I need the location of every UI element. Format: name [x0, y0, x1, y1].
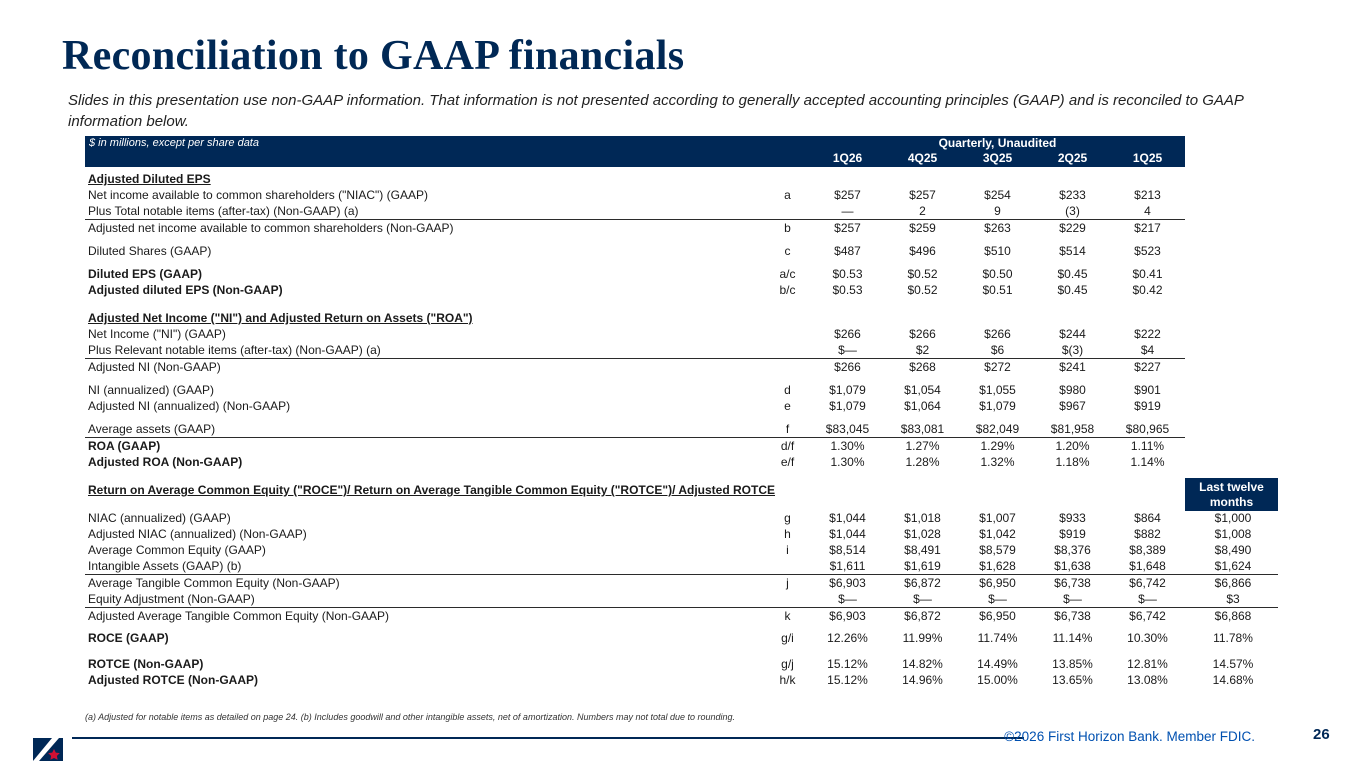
cell-ltm-value: 14.57%: [1212, 657, 1254, 671]
row-ref: d/f: [780, 439, 795, 453]
cell-value: 1.11%: [1130, 439, 1165, 453]
cell-value: 14.82%: [902, 657, 943, 671]
cell-value: $257: [909, 188, 936, 202]
cell-value: 11.74%: [977, 631, 1018, 645]
header-label-spacer: [85, 151, 765, 167]
row-ref: [765, 342, 810, 358]
cell-value: $266: [834, 360, 861, 374]
cell-value: $980: [1059, 383, 1086, 397]
cell-ltm-value: $8,490: [1214, 543, 1252, 557]
header-ref-spacer: [765, 151, 810, 167]
table-row: [85, 220, 1281, 236]
cell-value: $1,044: [829, 511, 866, 525]
cell-ltm-value: [1185, 438, 1281, 454]
cell-value: $919: [1059, 527, 1086, 541]
row-label: Net income available to common shareholders ("NIAC") (GAAP): [88, 188, 428, 202]
quarterly-unaudited-label: Quarterly, Unaudited: [938, 136, 1057, 150]
row-gap: [85, 414, 1281, 421]
cell-value: $1,018: [904, 511, 941, 525]
cell-value: $—: [913, 592, 932, 606]
row-ref: g/j: [781, 657, 794, 671]
cell-value: $901: [1134, 383, 1161, 397]
cell-value: $241: [1059, 360, 1086, 374]
cell-value: $222: [1134, 327, 1161, 341]
row-label: Average Tangible Common Equity (Non-GAAP): [88, 576, 340, 590]
cell-value: $1,054: [904, 383, 941, 397]
cell-value: $—: [1138, 592, 1157, 606]
table-row: [85, 398, 1281, 414]
cell-value: $(3): [1061, 343, 1084, 357]
cell-value: $2: [915, 343, 930, 357]
cell-value: $882: [1134, 527, 1161, 541]
row-ref: c: [784, 244, 791, 258]
cell-value: $254: [984, 188, 1011, 202]
cell-value: $6,742: [1129, 609, 1166, 623]
cell-value: $0.53: [832, 267, 863, 281]
cell-value: $213: [1134, 188, 1161, 202]
cell-value: $1,044: [829, 527, 866, 541]
cell-value: 1.28%: [905, 455, 940, 469]
cell-value: $217: [1134, 221, 1161, 235]
page-title: Reconciliation to GAAP financials: [62, 33, 685, 79]
cell-ltm-value: [1185, 326, 1281, 342]
cell-value: —: [841, 204, 854, 218]
table-row: [85, 510, 1281, 526]
row-gap: [85, 646, 1281, 656]
row-label: ROCE (GAAP): [88, 631, 169, 645]
cell-ltm-value: $3: [1226, 592, 1240, 606]
cell-value: 1.18%: [1055, 455, 1090, 469]
row-ref: g/i: [781, 631, 794, 645]
cell-value: 1.27%: [905, 439, 940, 453]
cell-ltm-value: $1,000: [1214, 511, 1252, 525]
cell-value: $1,611: [829, 559, 866, 573]
cell-value: $—: [838, 343, 857, 357]
cell-value: $6,950: [979, 609, 1016, 623]
table-row: [85, 421, 1281, 437]
cell-ltm-value: [1185, 421, 1281, 437]
table-row: [85, 243, 1281, 259]
cell-value: $6,738: [1054, 576, 1091, 590]
column-header: 2Q25: [1057, 151, 1088, 165]
row-ref: [765, 203, 810, 219]
cell-value: 11.99%: [902, 631, 943, 645]
cell-value: $266: [984, 327, 1011, 341]
row-label: Diluted Shares (GAAP): [88, 244, 212, 258]
cell-value: $8,376: [1054, 543, 1091, 557]
units-label: $ in millions, except per share data: [89, 137, 259, 149]
cell-ltm-value: $1,624: [1214, 559, 1252, 573]
cell-value: $—: [988, 592, 1007, 606]
row-label: Adjusted ROA (Non-GAAP): [88, 455, 243, 469]
row-ref: k: [784, 609, 791, 623]
table-row: [85, 575, 1281, 591]
row-ref: b/c: [779, 283, 796, 297]
page-number: 26: [1313, 726, 1330, 743]
first-horizon-logo: [33, 738, 63, 761]
cell-value: 13.85%: [1052, 657, 1093, 671]
cell-value: 11.14%: [1052, 631, 1093, 645]
cell-value: $268: [909, 360, 936, 374]
table-row: [85, 326, 1281, 342]
cell-value: $266: [834, 327, 861, 341]
table-row: [85, 608, 1281, 624]
ltm-label: Last twelve months: [1185, 478, 1278, 511]
column-header: 3Q25: [982, 151, 1013, 165]
cell-value: $0.45: [1057, 267, 1088, 281]
row-label: Intangible Assets (GAAP) (b): [88, 559, 242, 573]
cell-value: $8,514: [829, 543, 866, 557]
row-ref: [765, 558, 810, 574]
footnote: (a) Adjusted for notable items as detailed on page 24. (b) Includes goodwill and other intangible assets, net of amortization. Numbers may not total due to rounding.: [85, 712, 736, 722]
cell-value: 15.12%: [827, 657, 868, 671]
cell-value: $0.53: [832, 283, 863, 297]
row-ref: d: [784, 383, 791, 397]
cell-value: $272: [984, 360, 1011, 374]
cell-value: $0.52: [907, 267, 938, 281]
cell-value: 4: [1144, 204, 1151, 218]
cell-value: $496: [909, 244, 936, 258]
cell-value: $1,079: [829, 399, 866, 413]
row-label: Plus Total notable items (after-tax) (Non-GAAP) (a): [88, 204, 359, 218]
cell-value: $6,903: [829, 609, 866, 623]
cell-value: $514: [1059, 244, 1086, 258]
cell-value: $1,648: [1129, 559, 1166, 573]
table-row: [85, 542, 1281, 558]
row-label: Adjusted net income available to common shareholders (Non-GAAP): [88, 221, 454, 235]
cell-value: 15.00%: [977, 673, 1018, 687]
row-ref: e: [784, 399, 791, 413]
cell-value: $487: [834, 244, 861, 258]
cell-value: 1.14%: [1130, 455, 1165, 469]
table-row: [85, 454, 1281, 470]
cell-value: $—: [838, 592, 857, 606]
cell-value: $1,042: [979, 527, 1016, 541]
row-label: Adjusted ROTCE (Non-GAAP): [88, 673, 258, 687]
section-heading: Adjusted Diluted EPS: [88, 172, 211, 186]
row-label: NI (annualized) (GAAP): [88, 383, 215, 397]
cell-value: 2: [919, 204, 926, 218]
cell-ltm-value: [1185, 187, 1281, 203]
column-header: 1Q25: [1132, 151, 1163, 165]
cell-value: 1.29%: [980, 439, 1015, 453]
table-body: [85, 167, 1281, 688]
cell-value: $6,738: [1054, 609, 1091, 623]
cell-value: $510: [984, 244, 1011, 258]
table-row: [85, 187, 1281, 203]
cell-value: $81,958: [1050, 422, 1095, 436]
cell-value: $6,872: [904, 609, 941, 623]
table-row: [85, 359, 1281, 375]
cell-value: 1.30%: [830, 455, 865, 469]
table-row: [85, 203, 1281, 219]
table-row: [85, 342, 1281, 358]
cell-value: $8,579: [979, 543, 1016, 557]
table-row: [85, 526, 1281, 542]
table-row: [85, 558, 1281, 574]
table-row: [85, 266, 1281, 282]
subtitle: Slides in this presentation use non-GAAP information. That information is not presented according to generally accepted accounting principles (GAAP) and is reconciled to GAAP information below.: [68, 92, 1244, 130]
row-ref: f: [785, 422, 790, 436]
row-label: ROA (GAAP): [88, 439, 161, 453]
cell-ltm-value: [1185, 359, 1281, 375]
column-header: 4Q25: [907, 151, 938, 165]
cell-ltm-value: $6,868: [1214, 609, 1252, 623]
cell-value: $1,079: [979, 399, 1016, 413]
row-ref: h: [784, 527, 791, 541]
row-label: Adjusted Average Tangible Common Equity (Non-GAAP): [88, 609, 390, 623]
row-ref: [765, 591, 810, 607]
cell-ltm-value: [1185, 398, 1281, 414]
cell-value: $82,049: [975, 422, 1020, 436]
cell-value: $227: [1134, 360, 1161, 374]
cell-value: 12.81%: [1127, 657, 1168, 671]
cell-ltm-value: [1185, 243, 1281, 259]
table-row: [85, 630, 1281, 646]
cell-ltm-value: [1185, 342, 1281, 358]
cell-value: $83,045: [825, 422, 870, 436]
cell-value: $6,903: [829, 576, 866, 590]
cell-value: $1,079: [829, 383, 866, 397]
cell-value: 13.65%: [1052, 673, 1093, 687]
cell-value: $919: [1134, 399, 1161, 413]
cell-value: $6: [990, 343, 1005, 357]
cell-value: $83,081: [900, 422, 945, 436]
cell-value: 12.26%: [827, 631, 868, 645]
cell-value: 15.12%: [827, 673, 868, 687]
row-ref: b: [784, 221, 791, 235]
row-label: Adjusted diluted EPS (Non-GAAP): [88, 283, 283, 297]
cell-value: $6,742: [1129, 576, 1166, 590]
cell-value: $1,619: [904, 559, 941, 573]
table-row: [85, 672, 1281, 688]
cell-ltm-value: [1185, 382, 1281, 398]
row-gap: [85, 375, 1281, 382]
cell-ltm-value: 14.68%: [1212, 673, 1254, 687]
cell-ltm-value: [1185, 266, 1281, 282]
row-ref: h/k: [779, 673, 796, 687]
row-gap: [85, 259, 1281, 266]
cell-value: $523: [1134, 244, 1161, 258]
row-label: Plus Relevant notable items (after-tax) (Non-GAAP) (a): [88, 343, 381, 357]
section-heading-row: [85, 171, 1281, 187]
cell-value: $0.50: [982, 267, 1013, 281]
row-ref: g: [784, 511, 791, 525]
row-label: Net Income ("NI") (GAAP): [88, 327, 226, 341]
cell-value: $1,007: [979, 511, 1016, 525]
cell-ltm-value: [1185, 282, 1281, 298]
cell-ltm-value: 11.78%: [1213, 631, 1253, 645]
row-label: Adjusted NIAC (annualized) (Non-GAAP): [88, 527, 307, 541]
row-ref: e/f: [780, 455, 795, 469]
cell-value: 1.32%: [980, 455, 1015, 469]
cell-value: $864: [1134, 511, 1161, 525]
cell-value: $229: [1059, 221, 1086, 235]
table-header-row-2: [85, 151, 1185, 167]
section-heading: Adjusted Net Income ("NI") and Adjusted Return on Assets ("ROA"): [88, 311, 473, 325]
cell-value: $1,638: [1054, 559, 1091, 573]
row-label: NIAC (annualized) (GAAP): [88, 511, 231, 525]
row-label: Average Common Equity (GAAP): [88, 543, 266, 557]
cell-value: 14.96%: [902, 673, 943, 687]
table-header: [85, 136, 1185, 167]
table-header-row-1: [85, 136, 1185, 151]
cell-value: $233: [1059, 188, 1086, 202]
section-heading-row: [85, 480, 1281, 509]
cell-ltm-value: $6,866: [1214, 576, 1252, 590]
cell-value: $80,965: [1125, 422, 1170, 436]
cell-value: $1,064: [904, 399, 941, 413]
heading-gap: [85, 498, 1281, 510]
cell-value: $0.41: [1132, 267, 1163, 281]
row-ref: a: [784, 188, 791, 202]
row-label: ROTCE (Non-GAAP): [88, 657, 204, 671]
cell-value: $6,950: [979, 576, 1016, 590]
cell-value: $967: [1059, 399, 1086, 413]
row-gap: [85, 236, 1281, 243]
row-ref: a/c: [779, 267, 796, 281]
cell-ltm-value: $1,008: [1214, 527, 1252, 541]
cell-value: $1,628: [979, 559, 1016, 573]
row-label: Adjusted NI (Non-GAAP): [88, 360, 221, 374]
cell-value: 10.30%: [1127, 631, 1168, 645]
cell-value: 1.30%: [830, 439, 865, 453]
section-gap: [85, 298, 1281, 310]
cell-value: 1.20%: [1055, 439, 1090, 453]
copyright-text: ©2026 First Horizon Bank. Member FDIC.: [1004, 729, 1255, 744]
row-label: Adjusted NI (annualized) (Non-GAAP): [88, 399, 291, 413]
row-ref: i: [786, 543, 789, 557]
cell-value: $257: [834, 221, 861, 235]
cell-value: 14.49%: [977, 657, 1018, 671]
cell-value: $259: [909, 221, 936, 235]
cell-value: $244: [1059, 327, 1086, 341]
cell-ltm-value: [1185, 454, 1281, 470]
cell-value: $0.52: [907, 283, 938, 297]
column-header: 1Q26: [832, 151, 863, 165]
cell-value: 9: [994, 204, 1001, 218]
reconciliation-table: [85, 136, 1281, 688]
cell-value: $933: [1059, 511, 1086, 525]
cell-value: $0.42: [1132, 283, 1163, 297]
section-heading-row: [85, 310, 1281, 326]
cell-value: $1,028: [904, 527, 941, 541]
cell-value: $8,491: [904, 543, 941, 557]
cell-value: $6,872: [904, 576, 941, 590]
table-row: [85, 382, 1281, 398]
footer-divider: [72, 737, 1024, 739]
cell-value: $257: [834, 188, 861, 202]
cell-value: $8,389: [1129, 543, 1166, 557]
row-ref: j: [786, 576, 789, 590]
table-row: [85, 591, 1281, 607]
cell-ltm-value: [1185, 203, 1281, 219]
section-gap: [85, 470, 1281, 482]
row-label: Equity Adjustment (Non-GAAP): [88, 592, 255, 606]
cell-value: $263: [984, 221, 1011, 235]
table-row: [85, 282, 1281, 298]
table-row: [85, 438, 1281, 454]
cell-value: 13.08%: [1127, 673, 1168, 687]
row-ref: [765, 326, 810, 342]
row-label: Diluted EPS (GAAP): [88, 267, 203, 281]
section-heading: Return on Average Common Equity ("ROCE")/ Return on Average Tangible Common Equity ("ROTCE")/ Adjusted ROTCE: [88, 483, 776, 497]
row-label: Average assets (GAAP): [88, 422, 216, 436]
cell-value: $0.45: [1057, 283, 1088, 297]
cell-value: $1,055: [979, 383, 1016, 397]
row-ref: [765, 359, 810, 375]
cell-value: $266: [909, 327, 936, 341]
cell-value: $4: [1140, 343, 1155, 357]
cell-ltm-value: [1185, 220, 1281, 236]
cell-value: $0.51: [982, 283, 1013, 297]
cell-value: $—: [1063, 592, 1082, 606]
cell-value: (3): [1065, 204, 1080, 218]
table-row: [85, 656, 1281, 672]
